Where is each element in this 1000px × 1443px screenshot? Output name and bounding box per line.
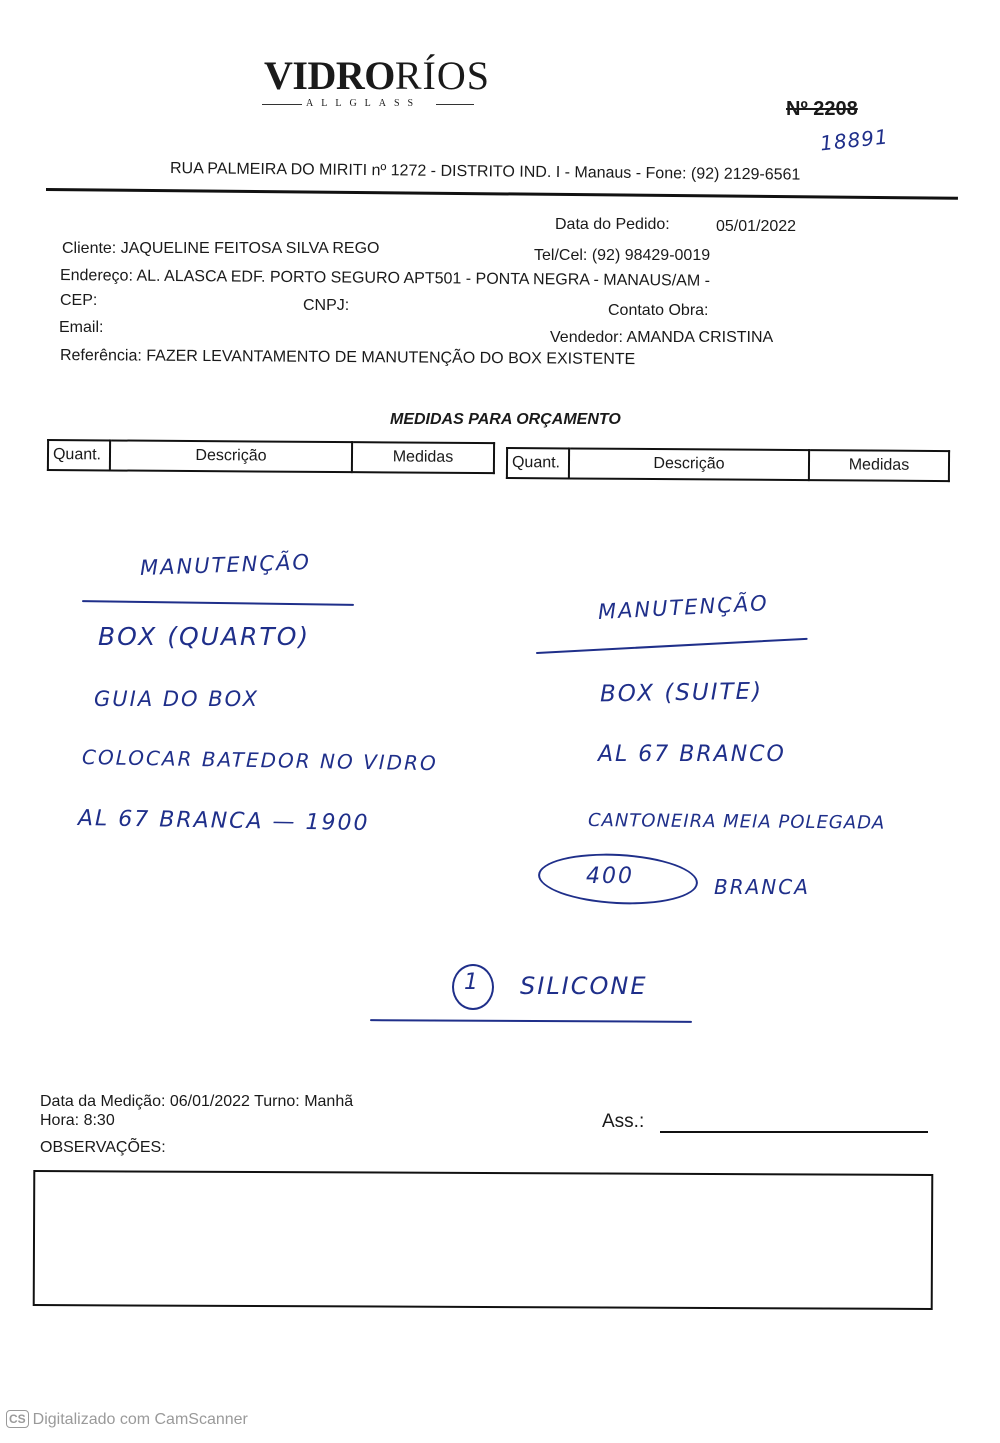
hw-right-line-3: CANTONEIRA MEIA POLEGADA <box>587 810 886 834</box>
camscanner-icon: CS <box>6 1410 29 1428</box>
hw-right-underline <box>536 638 808 654</box>
phone-value: (92) 98429-0019 <box>591 247 711 264</box>
header-rule <box>46 188 958 200</box>
measures-table-right <box>506 447 950 482</box>
measure-date-row <box>40 1093 353 1111</box>
reference-label: Referência: <box>59 347 142 365</box>
address-label: Endereço: <box>59 267 134 285</box>
company-address: RUA PALMEIRA DO MIRITI nº 1272 - DISTRITO IND. I - Manaus - Fone: (92) 2129-6561 <box>169 160 801 184</box>
col-quant: Quant. <box>507 448 569 478</box>
reference-row <box>60 347 635 369</box>
email-label: Email: <box>59 319 104 336</box>
hw-left-line-1: BOX (QUARTO) <box>98 622 311 651</box>
measure-date-label: Data da Medição: <box>40 1093 166 1110</box>
client-label: Cliente: <box>62 240 117 257</box>
scanner-text: Digitalizado com CamScanner <box>32 1411 248 1428</box>
hw-right-color: BRANCA <box>714 875 810 899</box>
col-description: Descrição <box>110 440 352 472</box>
logo-divider-left <box>262 104 302 105</box>
hw-left-line-3: COLOCAR BATEDOR NO VIDRO <box>81 745 438 776</box>
order-number-handwritten: 18891 <box>818 124 890 156</box>
order-date-label: Data do Pedido: <box>555 216 670 233</box>
address-row <box>60 267 710 291</box>
hw-silicone: SILICONE <box>520 972 648 1000</box>
hw-left-line-2: GUIA DO BOX <box>94 687 260 711</box>
hw-right-line-2: AL 67 BRANCO <box>598 742 786 767</box>
address-value: AL. ALASCA EDF. PORTO SEGURO APT501 - PONTA NEGRA - MANAUS/AM - <box>136 267 711 290</box>
cep-label: CEP: <box>60 292 98 309</box>
hw-left-title: MANUTENÇÃO <box>139 550 312 580</box>
time-row <box>40 1112 115 1130</box>
hw-left-line-4: AL 67 BRANCA — 1900 <box>77 806 370 837</box>
seller-row <box>550 329 773 347</box>
logo-thin: RÍOS <box>394 53 490 98</box>
time-value: 8:30 <box>83 1112 115 1129</box>
observations-label: OBSERVAÇÕES: <box>40 1139 166 1156</box>
client-row <box>62 240 379 258</box>
order-number: Nº 2208 <box>786 98 858 120</box>
time-label: Hora: <box>40 1112 80 1129</box>
company-logo <box>264 53 490 98</box>
reference-value: FAZER LEVANTAMENTO DE MANUTENÇÃO DO BOX EXISTENTE <box>146 347 636 369</box>
logo-bold: VIDRO <box>264 53 395 98</box>
phone-label: Tel/Cel: <box>534 247 588 264</box>
logo-tagline: ALLGLASS <box>306 98 422 109</box>
shift-value: Manhã <box>304 1093 354 1110</box>
col-measures: Medidas <box>352 442 494 473</box>
cnpj-label: CNPJ: <box>303 297 350 314</box>
hw-right-line-1: BOX (SUITE) <box>599 678 764 708</box>
col-measures: Medidas <box>809 450 949 481</box>
hw-silicone-underline <box>370 1019 692 1023</box>
contact-label: Contato Obra: <box>608 302 709 319</box>
seller-value: AMANDA CRISTINA <box>626 329 774 346</box>
hw-right-title: MANUTENÇÃO <box>597 591 770 624</box>
scanner-watermark <box>6 1410 248 1429</box>
logo-divider-right <box>436 104 474 105</box>
order-date-value: 05/01/2022 <box>716 218 797 235</box>
signature-label: Ass.: <box>602 1111 645 1132</box>
hw-circled-number: 1 <box>464 970 480 995</box>
observations-box <box>33 1170 934 1310</box>
seller-label: Vendedor: <box>550 329 623 346</box>
hw-left-underline <box>82 600 354 606</box>
client-value: JAQUELINE FEITOSA SILVA REGO <box>120 240 380 257</box>
hw-right-quantity: 400 <box>586 864 634 889</box>
measures-title: MEDIDAS PARA ORÇAMENTO <box>390 411 621 428</box>
shift-label: Turno: <box>254 1093 300 1110</box>
measures-table-left <box>47 439 495 474</box>
phone-row <box>534 247 710 265</box>
signature-line <box>660 1131 928 1133</box>
col-description: Descrição <box>569 448 809 480</box>
col-quant: Quant. <box>48 440 110 470</box>
measure-date-value: 06/01/2022 <box>169 1093 250 1110</box>
